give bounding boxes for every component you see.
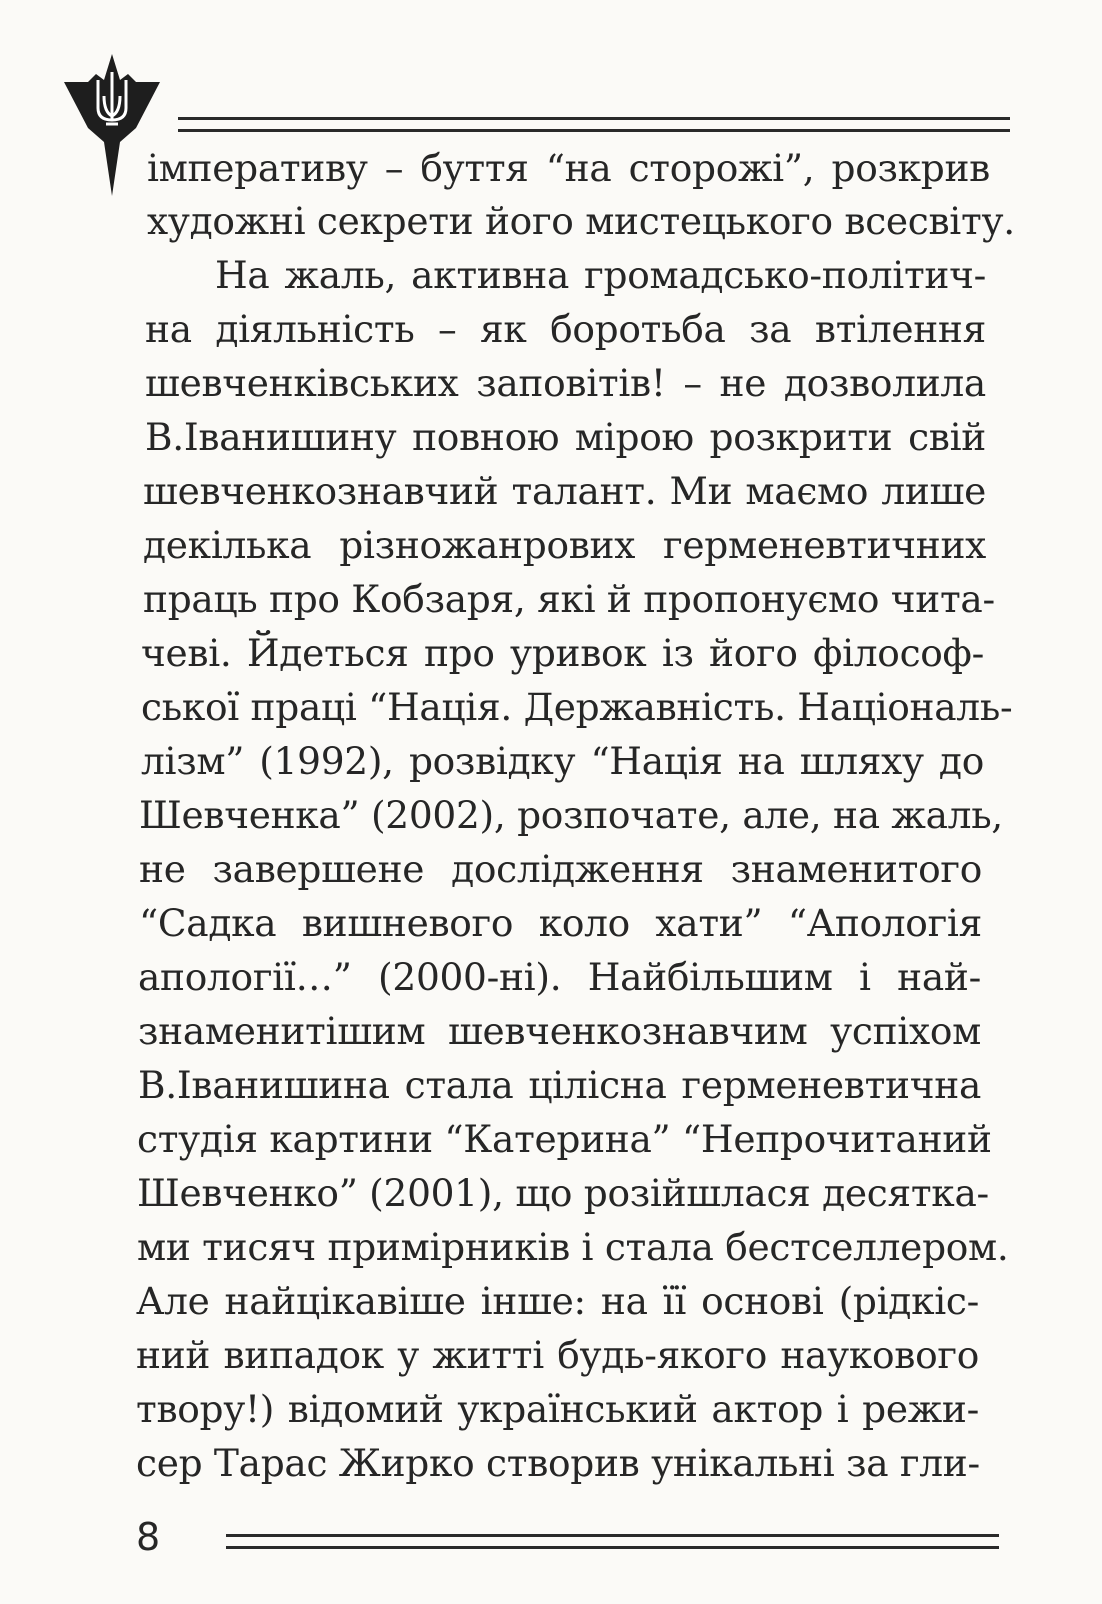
text-line: апології…” (2000-ні). Найбільшим і най- (138, 955, 981, 999)
text-line: ської праці “Нація. Державність. Національ- (141, 685, 1013, 729)
text-line: В.Іванишину повною мірою розкрити свій (145, 415, 986, 459)
text-line: твору!) відомий український актор і режи- (136, 1387, 979, 1431)
text-line: студія картини “Катерина” “Непрочитаний (137, 1117, 992, 1161)
text-line: художні секрети його мистецького всесвіту. (147, 199, 1015, 243)
text-line: Шевченка” (2002), розпочате, але, на жаль, (139, 793, 1003, 837)
text-line: ний випадок у житті будь-якого наукового (136, 1333, 979, 1377)
bottom-double-rule (226, 1534, 999, 1549)
text-line: знаменитішим шевченкознавчим успіхом (138, 1009, 981, 1053)
text-line: праць про Кобзаря, які й пропонуємо чита- (143, 577, 995, 621)
page-number: 8 (136, 1515, 161, 1559)
text-line: лізм” (1992), розвідку “Нація на шляху до (141, 739, 984, 783)
text-line: декілька різножанрових герменевтичних (143, 523, 986, 567)
text-line: шевченкознавчий талант. Ми маємо лише (143, 469, 986, 513)
text-line: сер Тарас Жирко створив унікальні за гли- (136, 1441, 980, 1485)
text-line: шевченківських заповітів! – не дозволила (145, 361, 986, 405)
text-line: В.Іванишина стала цілісна герменевтична (138, 1063, 981, 1107)
text-line: імперативу – буття “на сторожі”, розкрив (147, 146, 990, 190)
text-line: “Садка вишневого коло хати” “Апологія (139, 901, 982, 945)
text-line: на діяльність – як боротьба за втілення (145, 307, 986, 351)
text-line: ми тисяч примірників і стала бестселлером. (137, 1225, 1009, 1269)
text-line: не завершене дослідження знаменитого (139, 847, 982, 891)
text-line: чеві. Йдеться про уривок із його філософ- (141, 631, 984, 675)
text-line: На жаль, активна громадсько-політич- (215, 253, 986, 297)
text-line: Шевченко” (2001), що розійшлася десятка- (137, 1171, 989, 1215)
text-line: Але найцікавіше інше: на її основі (рідкіс- (136, 1279, 979, 1323)
